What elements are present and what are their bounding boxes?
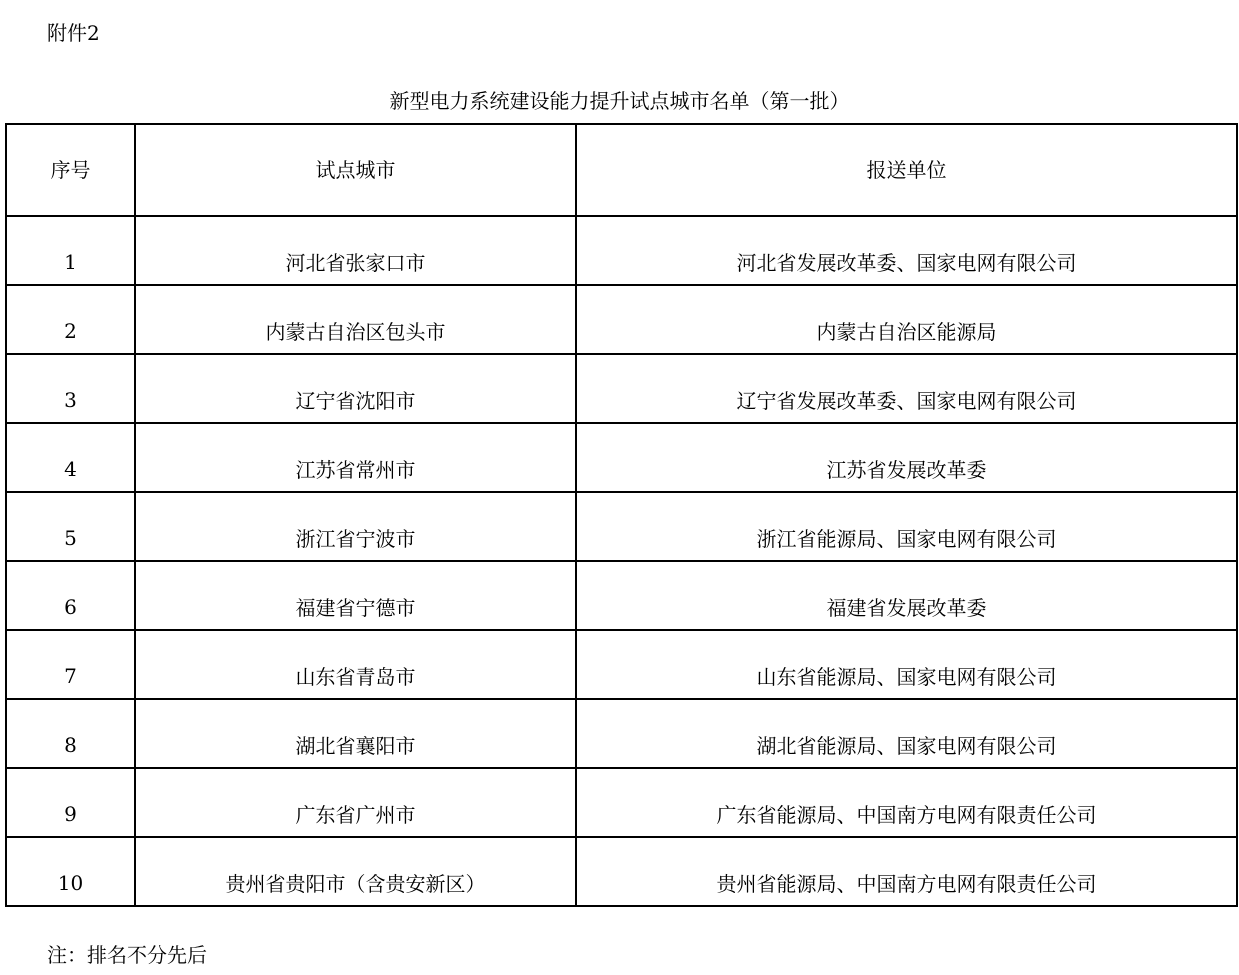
- pilot-city-cell: 辽宁省沈阳市: [135, 354, 576, 423]
- header-pilot-city: 试点城市: [135, 124, 576, 216]
- serial-number-cell: 5: [6, 492, 135, 561]
- table-header-row: [6, 124, 1237, 216]
- reporting-unit-cell: 山东省能源局、国家电网有限公司: [576, 630, 1237, 699]
- header-reporting-unit: 报送单位: [576, 124, 1237, 216]
- table-row: [6, 285, 1237, 354]
- table-row: [6, 837, 1237, 906]
- table-body: [6, 216, 1237, 906]
- pilot-city-cell: 山东省青岛市: [135, 630, 576, 699]
- pilot-city-cell: 河北省张家口市: [135, 216, 576, 285]
- table-row: [6, 561, 1237, 630]
- reporting-unit-cell: 辽宁省发展改革委、国家电网有限公司: [576, 354, 1237, 423]
- header-serial-number: 序号: [6, 124, 135, 216]
- table-row: [6, 699, 1237, 768]
- serial-number-cell: 10: [6, 837, 135, 906]
- table-row: [6, 492, 1237, 561]
- footnote: 注：排名不分先后: [47, 943, 207, 967]
- pilot-city-cell: 江苏省常州市: [135, 423, 576, 492]
- pilot-city-cell: 湖北省襄阳市: [135, 699, 576, 768]
- serial-number-cell: 3: [6, 354, 135, 423]
- table-row: [6, 768, 1237, 837]
- table-row: [6, 423, 1237, 492]
- serial-number-cell: 8: [6, 699, 135, 768]
- pilot-city-table: [5, 123, 1238, 907]
- serial-number-cell: 1: [6, 216, 135, 285]
- reporting-unit-cell: 贵州省能源局、中国南方电网有限责任公司: [576, 837, 1237, 906]
- reporting-unit-cell: 江苏省发展改革委: [576, 423, 1237, 492]
- serial-number-cell: 4: [6, 423, 135, 492]
- table-row: [6, 216, 1237, 285]
- serial-number-cell: 9: [6, 768, 135, 837]
- serial-number-cell: 7: [6, 630, 135, 699]
- reporting-unit-cell: 内蒙古自治区能源局: [576, 285, 1237, 354]
- document-title: 新型电力系统建设能力提升试点城市名单（第一批）: [389, 89, 850, 113]
- serial-number-cell: 2: [6, 285, 135, 354]
- pilot-city-cell: 福建省宁德市: [135, 561, 576, 630]
- pilot-city-cell: 内蒙古自治区包头市: [135, 285, 576, 354]
- reporting-unit-cell: 湖北省能源局、国家电网有限公司: [576, 699, 1237, 768]
- pilot-city-cell: 广东省广州市: [135, 768, 576, 837]
- pilot-city-cell: 浙江省宁波市: [135, 492, 576, 561]
- attachment-label: 附件2: [47, 21, 100, 45]
- reporting-unit-cell: 广东省能源局、中国南方电网有限责任公司: [576, 768, 1237, 837]
- serial-number-cell: 6: [6, 561, 135, 630]
- pilot-city-cell: 贵州省贵阳市（含贵安新区）: [135, 837, 576, 906]
- reporting-unit-cell: 浙江省能源局、国家电网有限公司: [576, 492, 1237, 561]
- table-row: [6, 354, 1237, 423]
- reporting-unit-cell: 河北省发展改革委、国家电网有限公司: [576, 216, 1237, 285]
- table-row: [6, 630, 1237, 699]
- reporting-unit-cell: 福建省发展改革委: [576, 561, 1237, 630]
